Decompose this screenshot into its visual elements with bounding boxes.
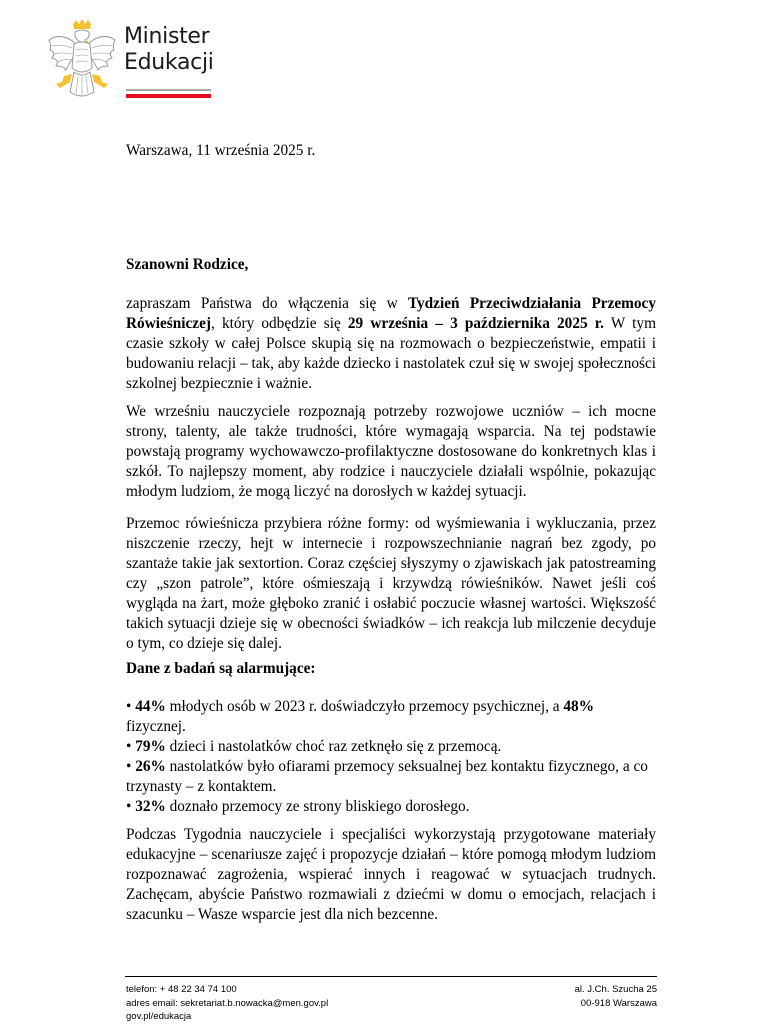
footer-phone: telefon: + 48 22 34 74 100 (126, 984, 237, 995)
stat-text: doznało przemocy ze strony bliskiego dorosłego. (165, 798, 470, 815)
footer-divider (125, 976, 657, 977)
stat-percent: 26% (135, 758, 166, 775)
footer-address (575, 983, 657, 1010)
footer-website[interactable]: gov.pl/edukacja (126, 1011, 192, 1022)
stat-text: dzieci i nastolatków choć raz zetknęło się z przemocą. (165, 738, 502, 755)
paragraph-text: , który odbędzie się (210, 315, 348, 332)
stat-item (126, 697, 656, 737)
event-dates: 29 września – 3 października 2025 r. (347, 315, 604, 332)
stat-item (126, 737, 656, 757)
stat-item (126, 757, 656, 797)
ministry-logo (46, 18, 226, 102)
logo-red-bar (126, 94, 211, 98)
salutation (126, 255, 656, 275)
stats-heading (126, 659, 656, 679)
stat-item (126, 797, 656, 817)
paragraph-invitation (126, 294, 656, 394)
logo-line-2: Edukacji (124, 50, 214, 75)
date-line: Warszawa, 11 września 2025 r. (126, 142, 316, 159)
stat-percent: 44% (135, 698, 166, 715)
event-name: Tydzień Przeciwdziałania Przemocy Rówieśniczej (126, 295, 656, 332)
footer-address-street: al. J.Ch. Szucha 25 (574, 984, 657, 995)
salutation-text: Szanowni Rodzice, (126, 256, 249, 273)
ministry-name (124, 24, 214, 76)
paragraph-text: W tym czasie szkoły w całej Polsce skupią się na rozmowach o bezpieczeństwie, empatii i budowaniu relacji – tak, aby każde dziecko i nastolatek czuł się w swojej społeczności szkolnej bezpiecznie i ważnie. (126, 315, 656, 392)
logo-grey-bar (126, 89, 211, 91)
bullet: • (126, 698, 136, 715)
footer-address-city: 00-918 Warszawa (580, 997, 657, 1009)
stat-text: nastolatków było ofiarami przemocy seksualnej bez kontaktu fizycznego, a co trzynasty – z kontaktem. (126, 758, 648, 795)
stat-percent: 48% (563, 698, 594, 715)
paragraph-september: We wrześniu nauczyciele rozpoznają potrzeby rozwojowe uczniów – ich mocne strony, talenty, ale także trudności, które wymagają wsparcia. Na tej podstawie powstają programy wychowawczo-profilaktyczne dostosowane do konkretnych klas i szkół. To najlepszy moment, aby rodzice i nauczyciele działali wspólnie, pokazując młodym ludziom, że mogą liczyć na dorosłych w każdej sytuacji. (126, 403, 656, 500)
polish-eagle-icon (46, 18, 118, 102)
paragraph-violence-forms: Przemoc rówieśnicza przybiera różne formy: od wyśmiewania i wykluczania, przez niszczenie rzeczy, hejt w internecie i rozpowszechnianie nagrań bez zgody, po szantaże takie jak sextortion. Coraz częściej słyszymy o zjawiskach jak patostreaming czy „szon patrole”, które ośmieszają i krzywdzą rówieśników. Nawet jeśli coś wygląda na żart, może głęboko zranić i osłabić poczucie własnej wartości. Większość takich sytuacji dzieje się w obecności świadków – ich reakcja lub milczenie decyduje o tym, co dzieje się dalej. (126, 515, 656, 652)
bullet: • (126, 758, 136, 775)
stats-list (126, 697, 656, 817)
stat-text: młodych osób w 2023 r. doświadczyło przemocy psychicznej, a (165, 698, 564, 715)
stat-text: fizycznej. (126, 718, 186, 735)
bullet: • (126, 798, 136, 815)
footer-contact (126, 983, 328, 1024)
paragraph-text: zapraszam Państwa do włączenia się w (126, 295, 408, 312)
footer-email[interactable]: adres email: sekretariat.b.nowacka@men.gov.pl (126, 997, 329, 1009)
stat-percent: 32% (135, 798, 166, 815)
stat-percent: 79% (135, 738, 166, 755)
stats-heading-text: Dane z badań są alarmujące: (126, 660, 316, 677)
bullet: • (126, 738, 136, 755)
logo-line-1: Minister (124, 24, 210, 49)
paragraph-week-activities: Podczas Tygodnia nauczyciele i specjaliści wykorzystają przygotowane materiały edukacyjne – scenariusze zajęć i propozycje działań – które pomogą młodym ludziom rozpoznawać zagrożenia, wspierać innych i reagować w sytuacjach trudnych. Zachęcam, abyście Państwo rozmawiali z dziećmi w domu o emocjach, relacjach i szacunku – Wasze wsparcie jest dla nich bezcenne. (126, 826, 656, 923)
